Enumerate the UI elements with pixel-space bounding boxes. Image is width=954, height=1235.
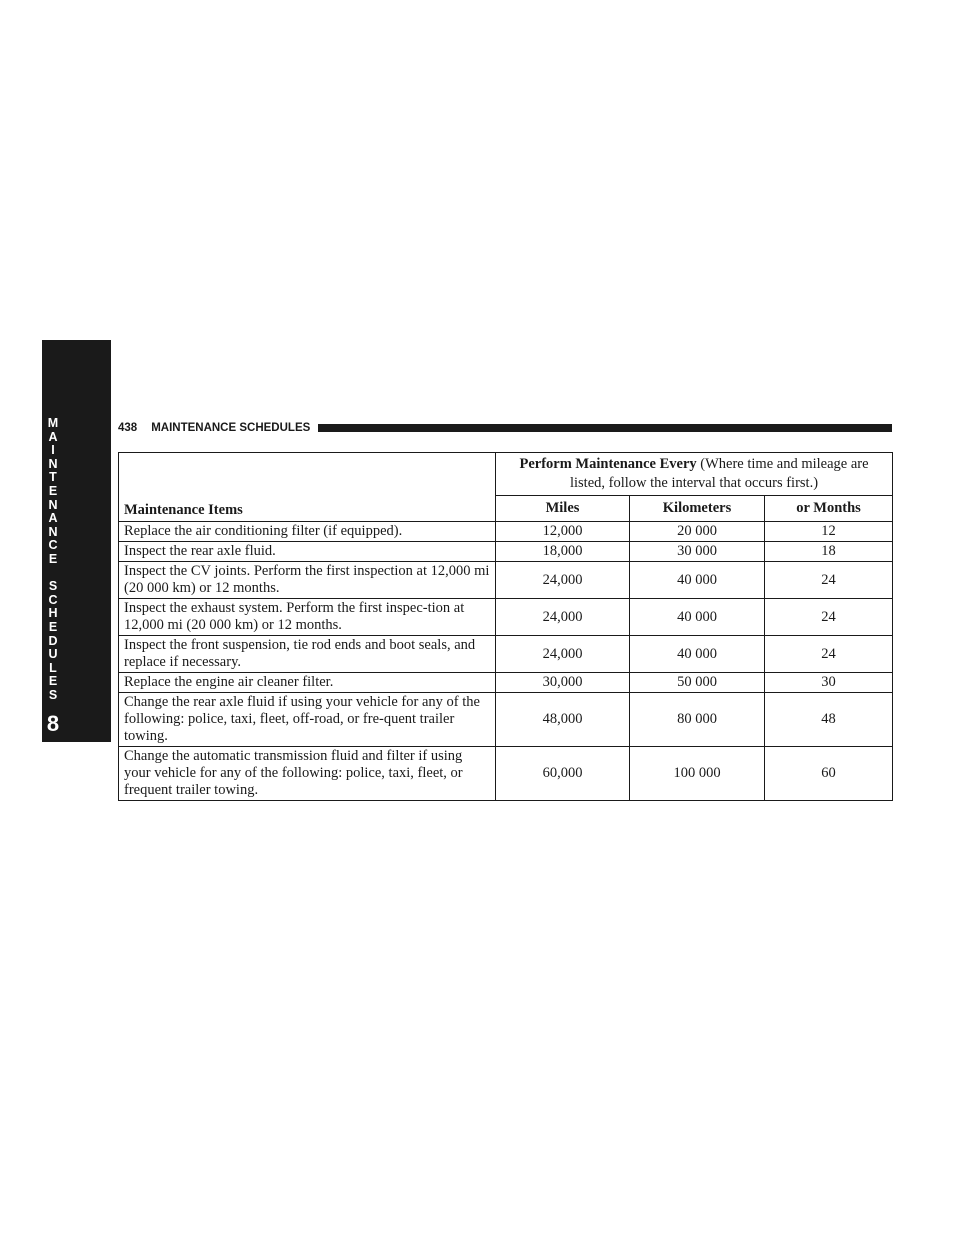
maintenance-items-header: Maintenance Items: [119, 453, 496, 522]
side-letter: D: [48, 633, 58, 648]
table-row: [119, 747, 893, 801]
maintenance-table: [118, 452, 893, 801]
side-letter: E: [48, 551, 58, 566]
maintenance-item: Replace the air conditioning filter (if equipped).: [119, 522, 496, 542]
side-letter: A: [48, 429, 58, 444]
side-letter: E: [48, 674, 58, 689]
perform-every-header: [496, 453, 893, 496]
miles-value: 18,000: [496, 542, 630, 562]
miles-header: Miles: [496, 496, 630, 522]
page-number: 438: [118, 422, 138, 434]
maintenance-item: Replace the engine air cleaner filter.: [119, 673, 496, 693]
miles-value: 24,000: [496, 599, 630, 636]
table-row: [119, 522, 893, 542]
table-row: [119, 693, 893, 747]
table-row: [119, 636, 893, 673]
section-title: MAINTENANCE SCHEDULES: [151, 422, 311, 434]
perform-every-label: Perform Maintenance Every: [519, 456, 697, 472]
kilometers-value: 30 000: [630, 542, 765, 562]
kilometers-value: 40 000: [630, 636, 765, 673]
side-letter: S: [48, 687, 58, 702]
kilometers-header: Kilometers: [630, 496, 765, 522]
miles-value: 30,000: [496, 673, 630, 693]
table-header-row: [119, 453, 893, 496]
maintenance-item: Inspect the exhaust system. Perform the first inspec-tion at 12,000 mi (20 000 km) or 12 months.: [119, 599, 496, 636]
side-letter: H: [48, 606, 58, 621]
side-letter: U: [48, 647, 58, 662]
page-header: [118, 419, 892, 437]
perform-every-note: (Where time and mileage are listed, follow the interval that occurs first.): [569, 456, 869, 491]
kilometers-value: 40 000: [630, 562, 765, 599]
months-value: 18: [765, 542, 893, 562]
miles-value: 24,000: [496, 562, 630, 599]
table-row: [119, 542, 893, 562]
kilometers-value: 80 000: [630, 693, 765, 747]
side-letter: L: [49, 660, 57, 675]
miles-value: 12,000: [496, 522, 630, 542]
kilometers-value: 50 000: [630, 673, 765, 693]
months-header: or Months: [765, 496, 893, 522]
side-letter: N: [48, 456, 58, 471]
side-letter: E: [48, 619, 58, 634]
table-row: [119, 673, 893, 693]
miles-value: 48,000: [496, 693, 630, 747]
side-letter: C: [48, 538, 58, 553]
months-value: 48: [765, 693, 893, 747]
table-row: [119, 599, 893, 636]
side-letter: A: [48, 511, 58, 526]
side-letter: M: [47, 416, 59, 430]
header-rule: [318, 424, 892, 432]
maintenance-item: Inspect the CV joints. Perform the first inspection at 12,000 mi (20 000 km) or 12 months.: [119, 562, 496, 599]
side-letter: T: [49, 470, 57, 485]
kilometers-value: 40 000: [630, 599, 765, 636]
months-value: 24: [765, 636, 893, 673]
maintenance-item: Change the rear axle fluid if using your vehicle for any of the following: police, taxi, fleet, off-road, or fre-quent trailer towing.: [119, 693, 496, 747]
table-row: [119, 562, 893, 599]
miles-value: 24,000: [496, 636, 630, 673]
side-letter: I: [51, 443, 55, 458]
side-letter: N: [48, 524, 58, 539]
months-value: 60: [765, 747, 893, 801]
maintenance-item: Inspect the rear axle fluid.: [119, 542, 496, 562]
kilometers-value: 20 000: [630, 522, 765, 542]
side-letter: C: [48, 592, 58, 607]
months-value: 30: [765, 673, 893, 693]
months-value: 24: [765, 562, 893, 599]
miles-value: 60,000: [496, 747, 630, 801]
maintenance-item: Inspect the front suspension, tie rod ends and boot seals, and replace if necessary.: [119, 636, 496, 673]
side-letter: E: [48, 483, 58, 498]
months-value: 24: [765, 599, 893, 636]
chapter-number: 8: [46, 711, 60, 736]
chapter-side-title: [42, 417, 64, 702]
side-letter: S: [48, 579, 58, 594]
months-value: 12: [765, 522, 893, 542]
kilometers-value: 100 000: [630, 747, 765, 801]
maintenance-item: Change the automatic transmission fluid and filter if using your vehicle for any of the following: police, taxi, fleet, or frequent trailer towing.: [119, 747, 496, 801]
side-letter: N: [48, 497, 58, 512]
